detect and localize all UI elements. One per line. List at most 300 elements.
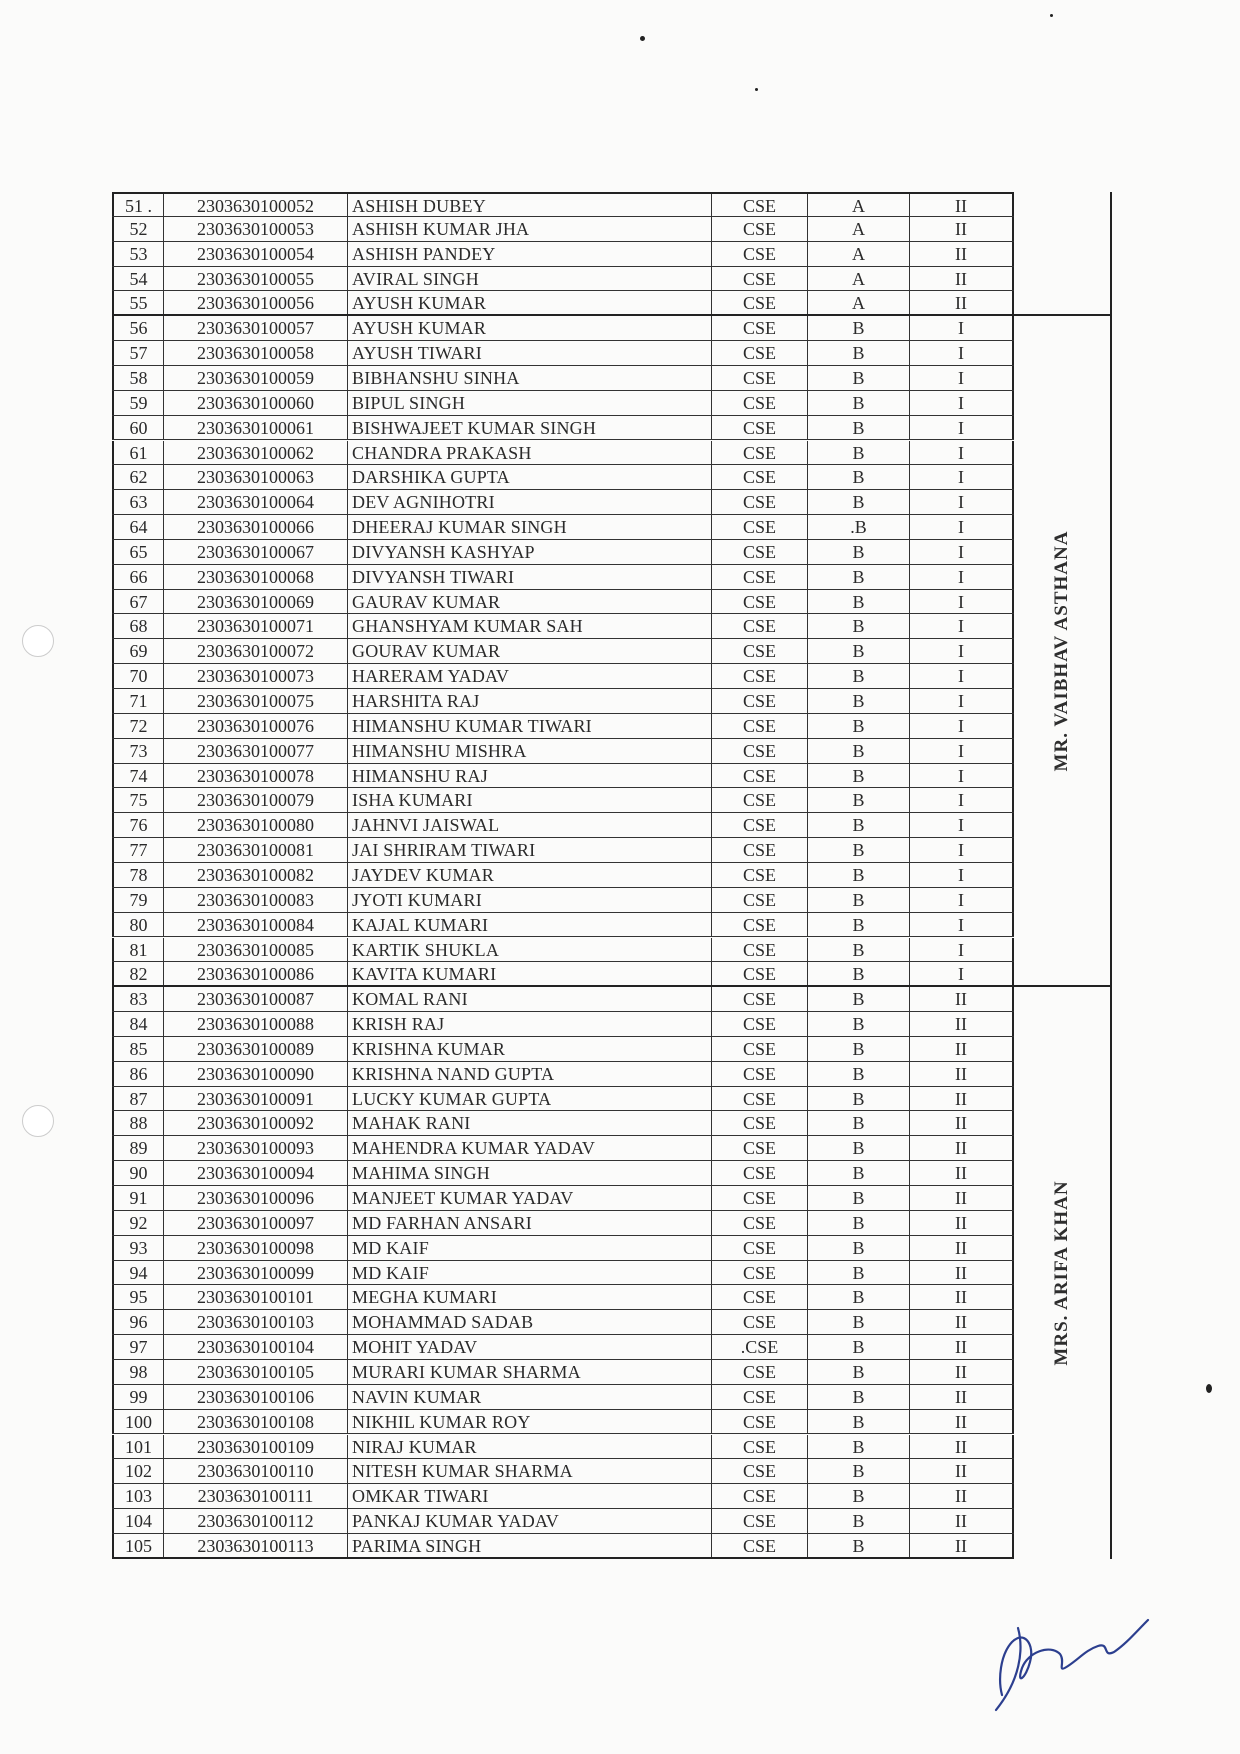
group-cell: II [910,1335,1014,1359]
group-cell: II [910,987,1014,1011]
roll-number-cell: 2303630100053 [164,217,348,241]
table-row [112,1037,1014,1062]
serial-number-cell: 97 [112,1335,164,1359]
branch-cell: CSE [712,1410,808,1434]
section-cell: B [808,1037,910,1061]
roll-number-cell: 2303630100071 [164,614,348,638]
section-cell: B [808,639,910,663]
group-cell: I [910,341,1014,365]
section-cell: A [808,217,910,241]
table-row [112,987,1014,1012]
group-cell: I [910,441,1014,465]
branch-cell: CSE [712,1211,808,1235]
table-row [112,1459,1014,1484]
group-cell: I [910,913,1014,937]
serial-number-cell: 53 [112,242,164,266]
group-cell: I [910,739,1014,763]
serial-number-cell: 57 [112,341,164,365]
branch-cell: CSE [712,1186,808,1210]
table-row [112,1236,1014,1261]
table-row [112,540,1014,565]
serial-number-cell: 69 [112,639,164,663]
table-row [112,938,1014,963]
branch-cell: CSE [712,1285,808,1309]
branch-cell: CSE [712,664,808,688]
section-cell: B [808,888,910,912]
section-cell: B [808,739,910,763]
roll-number-cell: 2303630100052 [164,194,348,216]
group-cell: I [910,590,1014,614]
roll-number-cell: 2303630100072 [164,639,348,663]
group-cell: I [910,962,1014,985]
group-cell: II [910,1062,1014,1086]
table-row [112,863,1014,888]
branch-cell: CSE [712,614,808,638]
roll-number-cell: 2303630100056 [164,291,348,314]
section-cell: B [808,366,910,390]
group-cell: II [910,1211,1014,1235]
serial-number-cell: 66 [112,565,164,589]
student-name-cell: JAI SHRIRAM TIWARI [348,838,712,862]
group-cell: I [910,714,1014,738]
section-cell: B [808,1285,910,1309]
roll-number-cell: 2303630100104 [164,1335,348,1359]
serial-number-cell: 99 [112,1385,164,1409]
serial-number-cell: 70 [112,664,164,688]
table-row [112,316,1014,341]
serial-number-cell: 84 [112,1012,164,1036]
student-name-cell: NIKHIL KUMAR ROY [348,1410,712,1434]
section-cell: B [808,1012,910,1036]
serial-number-cell: 71 [112,689,164,713]
branch-cell: CSE [712,739,808,763]
section-cell: B [808,1236,910,1260]
serial-number-cell: 93 [112,1236,164,1260]
group-cell: I [910,863,1014,887]
roll-number-cell: 2303630100091 [164,1087,348,1111]
group-cell: I [910,938,1014,962]
roll-number-cell: 2303630100082 [164,863,348,887]
roll-number-cell: 2303630100066 [164,515,348,539]
student-name-cell: LUCKY KUMAR GUPTA [348,1087,712,1111]
group-cell: I [910,689,1014,713]
branch-cell: CSE [712,194,808,216]
student-name-cell: DARSHIKA GUPTA [348,465,712,489]
section-cell: B [808,1484,910,1508]
student-name-cell: AVIRAL SINGH [348,267,712,291]
table-row [112,1410,1014,1435]
table-row [112,1062,1014,1087]
table-row [112,416,1014,441]
branch-cell: CSE [712,1111,808,1135]
serial-number-cell: 60 [112,416,164,440]
section-cell: B [808,1509,910,1533]
student-name-cell: MD KAIF [348,1236,712,1260]
serial-number-cell: 52 [112,217,164,241]
group-cell: II [910,1285,1014,1309]
section-cell: B [808,863,910,887]
student-mentor-table [112,192,1014,1561]
student-name-cell: MD KAIF [348,1261,712,1285]
section-cell: B [808,341,910,365]
roll-number-cell: 2303630100068 [164,565,348,589]
group-cell: I [910,416,1014,440]
serial-number-cell: 91 [112,1186,164,1210]
mentor-block [1014,192,1112,316]
student-name-cell: PARIMA SINGH [348,1534,712,1557]
serial-number-cell: 85 [112,1037,164,1061]
roll-number-cell: 2303630100096 [164,1186,348,1210]
serial-number-cell: 59 [112,391,164,415]
group-cell: II [910,194,1014,216]
roll-number-cell: 2303630100079 [164,788,348,812]
student-name-cell: BIPUL SINGH [348,391,712,415]
roll-number-cell: 2303630100093 [164,1136,348,1160]
signature-image [990,1570,1160,1725]
serial-number-cell: 78 [112,863,164,887]
group-cell: II [910,1484,1014,1508]
student-name-cell: MAHIMA SINGH [348,1161,712,1185]
roll-number-cell: 2303630100105 [164,1360,348,1384]
roll-number-cell: 2303630100109 [164,1435,348,1459]
student-name-cell: BISHWAJEET KUMAR SINGH [348,416,712,440]
serial-number-cell: 89 [112,1136,164,1160]
table-row [112,664,1014,689]
student-name-cell: MURARI KUMAR SHARMA [348,1360,712,1384]
branch-cell: CSE [712,1037,808,1061]
roll-number-cell: 2303630100088 [164,1012,348,1036]
group-cell: I [910,639,1014,663]
serial-number-cell: 94 [112,1261,164,1285]
student-name-cell: MANJEET KUMAR YADAV [348,1186,712,1210]
section-cell: B [808,465,910,489]
section-cell: B [808,962,910,985]
student-name-cell: KARTIK SHUKLA [348,938,712,962]
branch-cell: CSE [712,1261,808,1285]
section-cell: B [808,987,910,1011]
section-cell: B [808,1161,910,1185]
section-cell: A [808,267,910,291]
mentor-block [1014,316,1112,987]
branch-cell: CSE [712,987,808,1011]
group-cell: II [910,1385,1014,1409]
serial-number-cell: 67 [112,590,164,614]
group-cell: I [910,888,1014,912]
serial-number-cell: 86 [112,1062,164,1086]
serial-number-cell: 74 [112,764,164,788]
table-row [112,441,1014,466]
table-row [112,1310,1014,1335]
section-cell: B [808,813,910,837]
roll-number-cell: 2303630100101 [164,1285,348,1309]
branch-cell: CSE [712,788,808,812]
branch-cell: CSE [712,1459,808,1483]
serial-number-cell: 96 [112,1310,164,1334]
branch-cell: CSE [712,1509,808,1533]
section-cell: B [808,490,910,514]
serial-number-cell: 80 [112,913,164,937]
table-row [112,1186,1014,1211]
serial-number-cell: 101 [112,1435,164,1459]
roll-number-cell: 2303630100059 [164,366,348,390]
student-name-cell: JAYDEV KUMAR [348,863,712,887]
serial-number-cell: 73 [112,739,164,763]
serial-number-cell: 100 [112,1410,164,1434]
roll-number-cell: 2303630100062 [164,441,348,465]
serial-number-cell: 98 [112,1360,164,1384]
section-cell: B [808,416,910,440]
group-cell: I [910,316,1014,340]
section-cell: B [808,316,910,340]
group-cell: II [910,1012,1014,1036]
group-cell: I [910,614,1014,638]
group-cell: II [910,1261,1014,1285]
serial-number-cell: 76 [112,813,164,837]
student-name-cell: HIMANSHU RAJ [348,764,712,788]
group-cell: II [910,1410,1014,1434]
roll-number-cell: 2303630100103 [164,1310,348,1334]
table-row [112,1211,1014,1236]
table-row [112,1136,1014,1161]
section-cell: B [808,540,910,564]
table-row [112,242,1014,267]
student-name-cell: HIMANSHU KUMAR TIWARI [348,714,712,738]
serial-number-cell: 58 [112,366,164,390]
serial-number-cell: 68 [112,614,164,638]
group-cell: I [910,366,1014,390]
table-row [112,341,1014,366]
serial-number-cell: 79 [112,888,164,912]
student-name-cell: CHANDRA PRAKASH [348,441,712,465]
branch-cell: CSE [712,913,808,937]
serial-number-cell: 82 [112,962,164,985]
roll-number-cell: 2303630100077 [164,739,348,763]
student-name-cell: AYUSH KUMAR [348,291,712,314]
section-cell: A [808,194,910,216]
group-cell: I [910,465,1014,489]
student-name-cell: PANKAJ KUMAR YADAV [348,1509,712,1533]
table-row [112,192,1014,217]
section-cell: B [808,1435,910,1459]
branch-cell: CSE [712,515,808,539]
mentor-name: MR. VAIBHAV ASTHANA [1051,530,1072,772]
branch-cell: CSE [712,1136,808,1160]
section-cell: B [808,1186,910,1210]
group-cell: I [910,490,1014,514]
section-cell: B [808,1261,910,1285]
serial-number-cell: 63 [112,490,164,514]
table-row [112,1261,1014,1286]
student-name-cell: DIVYANSH KASHYAP [348,540,712,564]
student-name-cell: MEGHA KUMARI [348,1285,712,1309]
table-row [112,267,1014,292]
section-cell: B [808,764,910,788]
table-row [112,490,1014,515]
roll-number-cell: 2303630100060 [164,391,348,415]
table-row [112,764,1014,789]
section-cell: B [808,565,910,589]
punch-hole-icon [22,625,54,657]
group-cell: I [910,813,1014,837]
branch-cell: CSE [712,764,808,788]
section-cell: A [808,242,910,266]
section-cell: B [808,1385,910,1409]
table-row [112,888,1014,913]
group-cell: I [910,565,1014,589]
student-name-cell: NITESH KUMAR SHARMA [348,1459,712,1483]
section-cell: .B [808,515,910,539]
roll-number-cell: 2303630100075 [164,689,348,713]
serial-number-cell: 90 [112,1161,164,1185]
roll-number-cell: 2303630100086 [164,962,348,985]
section-cell: B [808,1136,910,1160]
student-name-cell: HARERAM YADAV [348,664,712,688]
section-cell: B [808,913,910,937]
roll-number-cell: 2303630100061 [164,416,348,440]
group-cell: II [910,1236,1014,1260]
roll-number-cell: 2303630100094 [164,1161,348,1185]
serial-number-cell: 88 [112,1111,164,1135]
roll-number-cell: 2303630100110 [164,1459,348,1483]
group-cell: II [910,1509,1014,1533]
branch-cell: CSE [712,1087,808,1111]
student-name-cell: MD FARHAN ANSARI [348,1211,712,1235]
table-row [112,1385,1014,1410]
group-cell: I [910,391,1014,415]
serial-number-cell: 65 [112,540,164,564]
table-row [112,1161,1014,1186]
serial-number-cell: 92 [112,1211,164,1235]
student-name-cell: GAURAV KUMAR [348,590,712,614]
mentor-name: MRS. ARIFA KHAN [1051,1180,1072,1366]
branch-cell: CSE [712,441,808,465]
branch-cell: CSE [712,838,808,862]
student-name-cell: GHANSHYAM KUMAR SAH [348,614,712,638]
table-row [112,1509,1014,1534]
student-name-cell: HARSHITA RAJ [348,689,712,713]
student-name-cell: KOMAL RANI [348,987,712,1011]
student-name-cell: MAHAK RANI [348,1111,712,1135]
student-name-cell: JYOTI KUMARI [348,888,712,912]
table-row [112,366,1014,391]
branch-cell: CSE [712,217,808,241]
serial-number-cell: 103 [112,1484,164,1508]
serial-number-cell: 55 [112,291,164,314]
punch-hole-icon [22,1105,54,1137]
student-name-cell: NAVIN KUMAR [348,1385,712,1409]
branch-cell: CSE [712,888,808,912]
group-cell: II [910,1136,1014,1160]
branch-cell: CSE [712,391,808,415]
table-row [112,739,1014,764]
student-name-cell: HIMANSHU MISHRA [348,739,712,763]
group-cell: I [910,664,1014,688]
student-name-cell: MOHIT YADAV [348,1335,712,1359]
group-cell: II [910,1310,1014,1334]
student-name-cell: AYUSH KUMAR [348,316,712,340]
section-cell: B [808,1310,910,1334]
roll-number-cell: 2303630100099 [164,1261,348,1285]
student-name-cell: MOHAMMAD SADAB [348,1310,712,1334]
section-cell: B [808,1459,910,1483]
student-name-cell: KAVITA KUMARI [348,962,712,985]
branch-cell: CSE [712,267,808,291]
group-cell: II [910,217,1014,241]
section-cell: B [808,938,910,962]
table-row [112,788,1014,813]
table-row [112,465,1014,490]
roll-number-cell: 2303630100083 [164,888,348,912]
branch-cell: CSE [712,863,808,887]
branch-cell: CSE [712,291,808,314]
student-name-cell: MAHENDRA KUMAR YADAV [348,1136,712,1160]
group-cell: II [910,1186,1014,1210]
roll-number-cell: 2303630100111 [164,1484,348,1508]
roll-number-cell: 2303630100055 [164,267,348,291]
roll-number-cell: 2303630100084 [164,913,348,937]
section-cell: B [808,1534,910,1557]
serial-number-cell: 56 [112,316,164,340]
branch-cell: CSE [712,1310,808,1334]
roll-number-cell: 2303630100112 [164,1509,348,1533]
student-name-cell: DIVYANSH TIWARI [348,565,712,589]
section-cell: B [808,664,910,688]
student-name-cell: NIRAJ KUMAR [348,1435,712,1459]
table-row [112,962,1014,987]
group-cell: II [910,1459,1014,1483]
serial-number-cell: 51 . [112,194,164,216]
student-name-cell: KRISH RAJ [348,1012,712,1036]
table-row [112,813,1014,838]
table-row [112,291,1014,316]
table-row [112,565,1014,590]
table-row [112,714,1014,739]
roll-number-cell: 2303630100085 [164,938,348,962]
table-row [112,1435,1014,1460]
table-row [112,1534,1014,1559]
table-row [112,217,1014,242]
section-cell: B [808,1111,910,1135]
branch-cell: CSE [712,1012,808,1036]
serial-number-cell: 77 [112,838,164,862]
student-name-cell: ISHA KUMARI [348,788,712,812]
group-cell: I [910,788,1014,812]
student-name-cell: OMKAR TIWARI [348,1484,712,1508]
roll-number-cell: 2303630100054 [164,242,348,266]
branch-cell: CSE [712,1161,808,1185]
table-row [112,639,1014,664]
student-name-cell: ASHISH PANDEY [348,242,712,266]
group-cell: I [910,764,1014,788]
student-name-cell: KRISHNA KUMAR [348,1037,712,1061]
branch-cell: CSE [712,540,808,564]
roll-number-cell: 2303630100090 [164,1062,348,1086]
section-cell: B [808,1335,910,1359]
roll-number-cell: 2303630100069 [164,590,348,614]
branch-cell: CSE [712,366,808,390]
section-cell: B [808,1410,910,1434]
group-cell: II [910,1111,1014,1135]
serial-number-cell: 104 [112,1509,164,1533]
roll-number-cell: 2303630100113 [164,1534,348,1557]
branch-cell: CSE [712,1360,808,1384]
student-name-cell: KAJAL KUMARI [348,913,712,937]
group-cell: I [910,515,1014,539]
serial-number-cell: 54 [112,267,164,291]
branch-cell: CSE [712,1236,808,1260]
table-row [112,1111,1014,1136]
roll-number-cell: 2303630100076 [164,714,348,738]
